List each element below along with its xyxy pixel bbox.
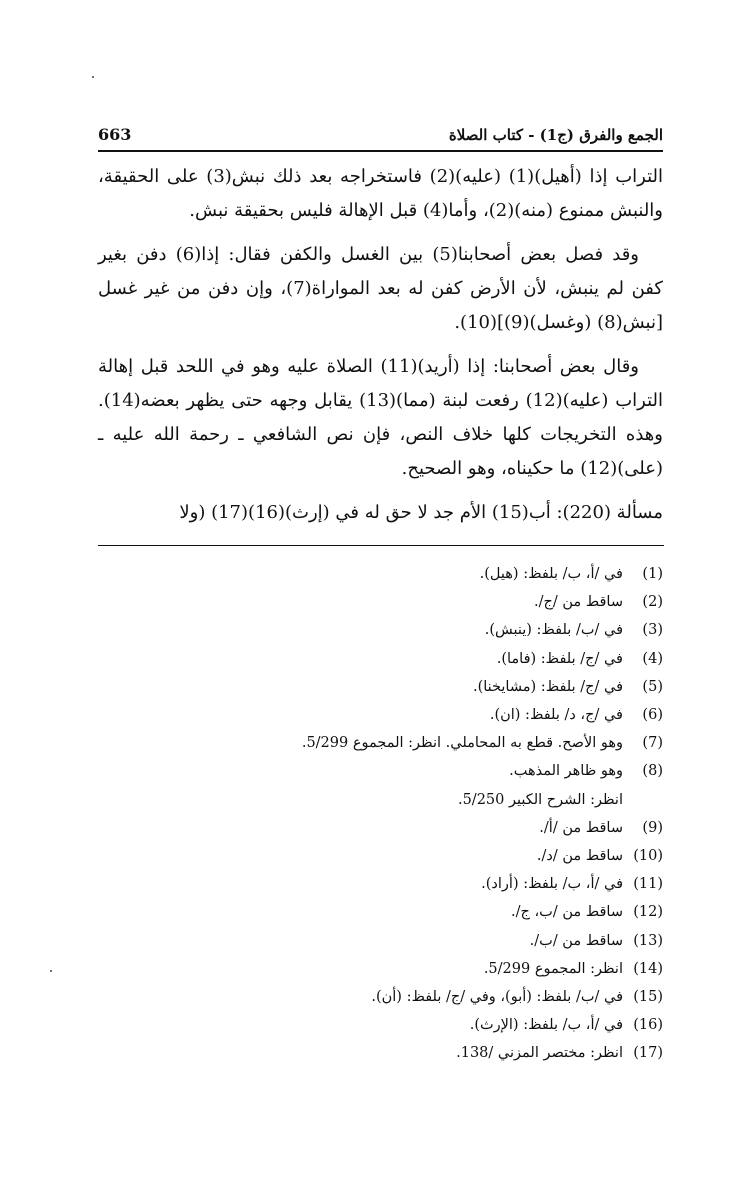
main-text [98, 160, 663, 540]
issue-heading: مسألة (220): أب(15) الأم جد لا حق له في (إرث)(16)(17) (ولا [179, 502, 663, 523]
footnote-text: ساقط من /ب، ج/. [511, 904, 623, 921]
footnote-text: في /ج/ بلفظ: (فاما). [496, 650, 623, 667]
footnote [98, 616, 663, 644]
footnote-text: انظر: مختصر المزني /138. [456, 1045, 623, 1062]
footnote-number: (13) [633, 932, 663, 949]
footnote-continuation [98, 786, 663, 814]
footnote-number: (3) [642, 622, 663, 639]
footnote-number: (12) [633, 904, 663, 921]
footnotes-list [98, 560, 663, 1068]
footnote [98, 814, 663, 842]
footnote-text: في /ج/ بلفظ: (مشايخنا). [472, 678, 623, 695]
footnote-number: (2) [642, 594, 663, 611]
footnote-text: انظر: المجموع 5/299. [483, 960, 623, 977]
footnote-text: ساقط من /ب/. [529, 932, 623, 949]
footnote-number: (4) [642, 650, 663, 667]
footnote-number: (11) [633, 876, 663, 893]
footnote [98, 898, 663, 926]
scan-speck [50, 970, 52, 972]
footnote [98, 1011, 663, 1039]
footnote-number: (15) [633, 989, 663, 1006]
footnote-text: ساقط من /أ/. [539, 819, 623, 836]
footnote-number: (5) [642, 678, 663, 695]
footnote-text: في /ج، د/ بلفظ: (ان). [489, 707, 623, 724]
footnote [98, 842, 663, 870]
footnote-text: انظر: الشرح الكبير 5/250. [457, 791, 623, 808]
footnote-number: (14) [633, 960, 663, 977]
footnote [98, 729, 663, 757]
footnote-text: في /ب/ بلفظ: (أبو)، وفي /ج/ بلفظ: (أن). [371, 989, 623, 1006]
header-title: الجمع والفرق (ج1) - كتاب الصلاة [448, 126, 663, 144]
footnote-text: وهو الأصح. قطع به المحاملي. انظر: المجموع 5/299. [301, 735, 623, 752]
scan-speck [92, 76, 94, 78]
footnote-separator [98, 545, 664, 546]
footnote [98, 560, 663, 588]
footnote-number: (10) [633, 848, 663, 865]
running-header [98, 120, 663, 152]
footnote-text: ساقط من /د/. [536, 848, 623, 865]
paragraph: وقد فصل بعض أصحابنا(5) بين الغسل والكفن فقال: إذا(6) دفن بغير كفن لم ينبش، لأن الأرض كفن له بعد المواراة(7)، وإن دفن من غير غسل [نبش(8) (وغسل)(9)](10). [98, 244, 663, 333]
footnote-text: في /أ، ب/ بلفظ: (أراد). [481, 876, 623, 893]
footnote-text: ساقط من /ج/. [533, 594, 623, 611]
page-number: 663 [98, 125, 132, 144]
footnote-number: (8) [642, 763, 663, 780]
footnote-number: (1) [642, 566, 663, 582]
footnote-number: (16) [633, 1017, 663, 1034]
footnote [98, 1039, 663, 1067]
footnote [98, 588, 663, 616]
footnote-text: وهو ظاهر المذهب. [509, 763, 623, 780]
paragraph: وقال بعض أصحابنا: إذا (أريد)(11) الصلاة عليه وهو في اللحد قبل إهالة التراب (عليه)(12) رفعت لبنة (مما)(13) يقابل وجهه حتى يظهر بعضه(14). وهذه التخريجات كلها خلاف النص، فإن نص الشافعي ـ رحمة الله عليه ـ (على)(12) ما حكيناه، وهو الصحيح. [98, 356, 663, 479]
footnote-text: في /أ، ب/ بلفظ: (هيل). [479, 566, 623, 582]
footnote [98, 870, 663, 898]
footnote [98, 645, 663, 673]
footnote-text: في /أ، ب/ بلفظ: (الإرث). [469, 1017, 623, 1034]
footnote-text: في /ب/ بلفظ: (ينبش). [484, 622, 623, 639]
footnote [98, 701, 663, 729]
footnote-number: (17) [633, 1045, 663, 1062]
footnote-number: (7) [642, 735, 663, 752]
footnote-number: (9) [642, 819, 663, 836]
footnote [98, 673, 663, 701]
paragraph: التراب إذا (أهيل)(1) (عليه)(2) فاستخراجه بعد ذلك نبش(3) على الحقيقة، والنبش ممنوع (منه)(2)، وأما(4) قبل الإهالة فليس بحقيقة نبش. [98, 166, 663, 221]
footnote-number: (6) [642, 707, 663, 724]
footnote [98, 983, 663, 1011]
footnote [98, 927, 663, 955]
footnote [98, 757, 663, 785]
footnote [98, 955, 663, 983]
